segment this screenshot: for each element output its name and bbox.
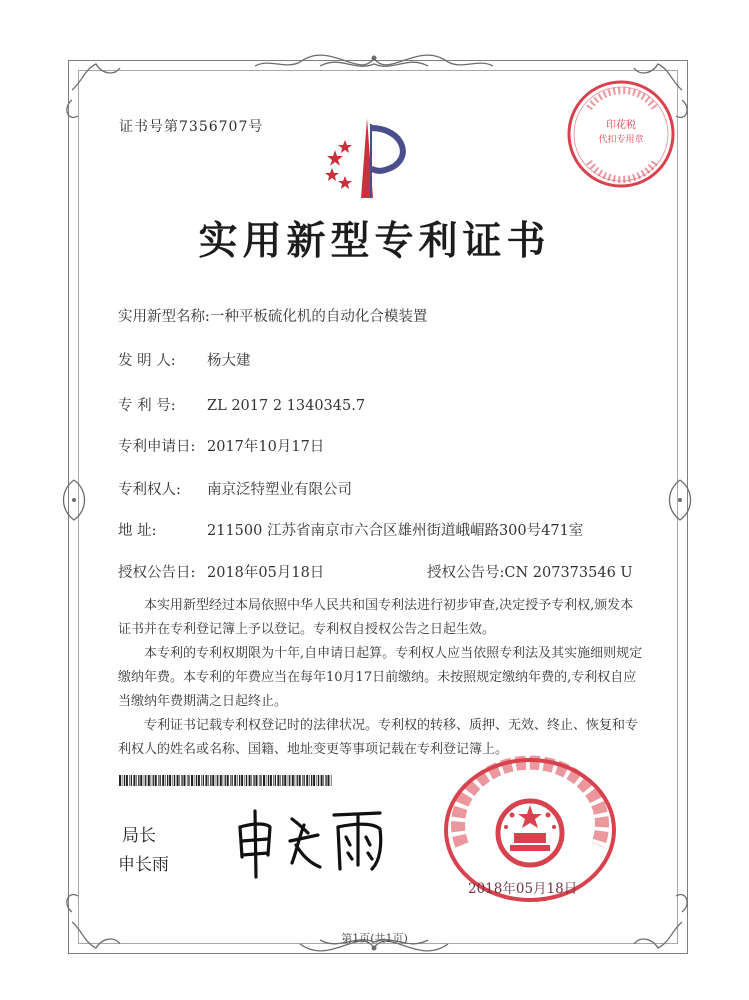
barcode-bar (136, 775, 137, 786)
barcode-bar (325, 775, 326, 786)
barcode-bar (239, 775, 240, 786)
field-name (118, 305, 427, 326)
barcode-bar (323, 775, 324, 786)
barcode-bar (241, 775, 243, 786)
barcode-bar (270, 775, 272, 786)
barcode-bar (318, 775, 319, 786)
barcode-bar (210, 775, 211, 786)
barcode-bar (299, 775, 301, 786)
body-paragraph-1: 本实用新型经过本局依照中华人民共和国专利法进行初步审查,决定授予专利权,颁发本证书并在专利登记簿上予以登记。专利权自授权公告之日起生效。 (118, 598, 634, 637)
seal-date: 2018年05月18日 (468, 881, 578, 897)
barcode-bar (225, 775, 226, 786)
barcode-bar (216, 775, 217, 786)
barcode-bar (138, 775, 139, 786)
barcode-bar (251, 775, 252, 786)
field-address-value: 211500 江苏省南京市六合区雄州街道峨嵋路300号471室 (207, 523, 584, 539)
body-paragraph-3: 专利证书记载专利权登记时的法律状况。专利权的转移、质押、无效、终止、恢复和专利权人的姓名或名称、国籍、地址变更等事项记载在专利登记簿上。 (118, 718, 639, 757)
field-patent-no (118, 394, 365, 415)
barcode-bar (151, 775, 152, 786)
barcode-bar (253, 775, 254, 786)
barcode-bar (260, 775, 261, 786)
barcode-bar (177, 775, 179, 786)
barcode-bar (311, 775, 312, 786)
field-inventor (118, 349, 251, 370)
barcode-bar (234, 775, 236, 786)
barcode-bar (309, 775, 310, 786)
barcode-bar (227, 775, 229, 786)
certificate-title: 实用新型专利证书 (198, 218, 551, 264)
barcode-bar (191, 775, 193, 786)
barcode-bar (131, 775, 132, 786)
barcode-bar (148, 775, 150, 786)
barcode-bar (284, 775, 286, 786)
barcode-bar (155, 775, 157, 786)
certificate-body (118, 594, 643, 762)
field-address-label: 地 址: (118, 523, 157, 539)
certificate-number: 证书号第7356707号 (119, 119, 264, 135)
barcode-bar (140, 775, 142, 786)
barcode-bar (249, 775, 251, 786)
barcode-bar (280, 775, 281, 786)
field-patent-no-value: ZL 2017 2 1340345.7 (207, 398, 366, 414)
barcode-bar (153, 775, 154, 786)
barcode-bar (277, 775, 279, 786)
barcode-bar (124, 775, 125, 786)
field-grant-no (427, 561, 633, 582)
barcode-bar (268, 775, 269, 786)
barcode-bar (119, 775, 121, 786)
barcode-bar (205, 775, 207, 786)
field-grant-date (118, 561, 324, 582)
barcode-bar (230, 775, 231, 786)
barcode-bar (266, 775, 267, 786)
barcode-bar (295, 775, 296, 786)
barcode-bar (289, 775, 290, 786)
barcode-bar (126, 775, 128, 786)
barcode-bar (160, 775, 161, 786)
barcode-bar (162, 775, 164, 786)
field-address (118, 519, 583, 540)
director-name: 申长雨 (118, 855, 169, 875)
body-paragraph-2: 本专利的专利权期限为十年,自申请日起算。专利权人应当依照专利法及其实施细则规定缴纳年费。本专利的年费应当在每年10月17日前缴纳。未按照规定缴纳年费的,专利权自应当缴纳年费期满之日起终止。 (118, 646, 643, 709)
barcode-bar (246, 775, 247, 786)
tax-stamp (565, 78, 677, 190)
field-inventor-value: 杨大建 (207, 353, 251, 369)
barcode-bar (181, 775, 182, 786)
field-name-label: 实用新型名称: (118, 309, 210, 325)
barcode-bar (321, 775, 323, 786)
barcode-bar (288, 775, 289, 786)
barcode-bar (256, 775, 258, 786)
barcode-bar (165, 775, 166, 786)
barcode-bar (122, 775, 123, 786)
barcode-bar (292, 775, 294, 786)
barcode-bar (208, 775, 209, 786)
barcode-bar (145, 775, 146, 786)
barcode-bar (328, 775, 330, 786)
field-patentee-label: 专利权人: (118, 482, 181, 498)
field-grant-date-label: 授权公告日: (118, 565, 196, 581)
barcode-bar (282, 775, 283, 786)
barcode-bar (174, 775, 175, 786)
field-grant-date-value: 2018年05月18日 (207, 565, 325, 581)
barcode-bar (173, 775, 174, 786)
svg-text:代扣专用章: 代扣专用章 (598, 135, 644, 145)
director-signature (230, 805, 395, 880)
barcode-bar (212, 775, 214, 786)
barcode-bar (158, 775, 159, 786)
svg-text:印花税: 印花税 (606, 120, 636, 131)
barcode-bar (194, 775, 195, 786)
barcode-bar (203, 775, 204, 786)
barcode (119, 775, 334, 786)
field-filing-date-value: 2017年10月17日 (207, 439, 325, 455)
barcode-bar (297, 775, 298, 786)
barcode-bar (179, 775, 180, 786)
barcode-bar (245, 775, 246, 786)
field-patentee (118, 478, 352, 499)
barcode-bar (304, 775, 305, 786)
barcode-bar (169, 775, 171, 786)
barcode-bar (302, 775, 303, 786)
director-title: 局长 (122, 826, 156, 846)
field-patent-no-label: 专 利 号: (118, 398, 176, 414)
barcode-bar (188, 775, 189, 786)
barcode-bar (133, 775, 135, 786)
field-patentee-value: 南京泛特塑业有限公司 (207, 482, 352, 498)
field-name-value: 一种平板硫化机的自动化合模装置 (209, 309, 428, 325)
barcode-bar (201, 775, 202, 786)
field-grant-no-value: CN 207373546 U (504, 565, 633, 581)
barcode-bar (273, 775, 274, 786)
barcode-bar (331, 775, 332, 786)
barcode-bar (259, 775, 260, 786)
field-filing-date-label: 专利申请日: (118, 439, 196, 455)
field-grant-no-label: 授权公告号: (427, 565, 505, 581)
cnipa-logo (315, 110, 425, 200)
barcode-bar (129, 775, 130, 786)
barcode-bar (144, 775, 145, 786)
field-inventor-label: 发 明 人: (118, 353, 176, 369)
field-filing-date (118, 435, 324, 456)
barcode-bar (217, 775, 218, 786)
barcode-bar (167, 775, 168, 786)
barcode-bar (196, 775, 197, 786)
barcode-bar (317, 775, 318, 786)
barcode-bar (223, 775, 224, 786)
barcode-bar (263, 775, 265, 786)
page-footer: 第1页(共1页) (341, 932, 408, 945)
barcode-bar (220, 775, 222, 786)
barcode-bar (313, 775, 315, 786)
barcode-bar (184, 775, 186, 786)
barcode-bar (237, 775, 238, 786)
barcode-bar (275, 775, 276, 786)
barcode-bar (198, 775, 200, 786)
barcode-bar (306, 775, 308, 786)
barcode-bar (187, 775, 188, 786)
barcode-bar (232, 775, 233, 786)
